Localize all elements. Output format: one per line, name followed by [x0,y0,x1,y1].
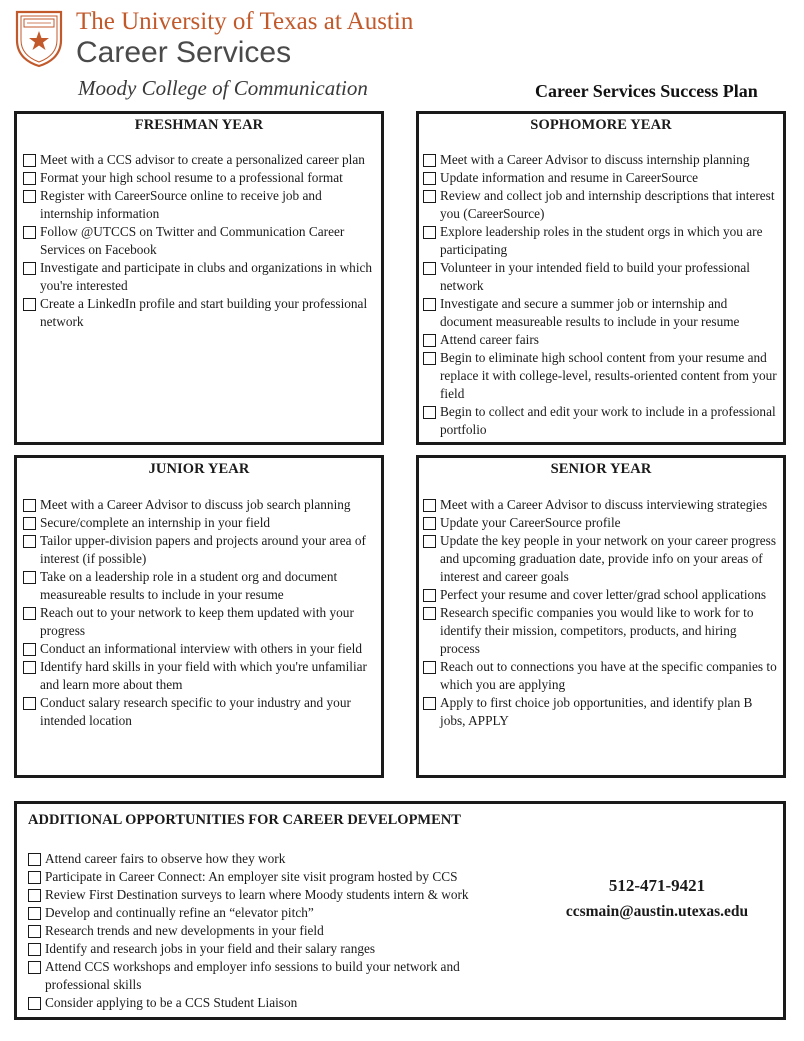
checkbox[interactable] [28,925,41,938]
checklist-item [423,514,779,532]
checklist-item [28,958,518,994]
checklist-item [23,151,373,169]
checkbox[interactable] [28,943,41,956]
checklist-item-text: Conduct an informational interview with others in your field [40,641,363,656]
checklist-item-text: Attend career fairs to observe how they work [45,851,286,866]
checklist-item [423,532,779,586]
checklist-item [423,295,779,331]
checklist-item-text: Tailor upper-division papers and projects around your area of interest (if possible) [40,533,366,566]
checklist-item-text: Meet with a Career Advisor to discuss job search planning [40,497,351,512]
checkbox[interactable] [423,298,436,311]
checkbox[interactable] [23,262,36,275]
checklist-item-text: Consider applying to be a CCS Student Liaison [45,995,298,1010]
checklist-item [23,187,373,223]
checklist-item [28,868,518,886]
sophomore-year-box [416,111,786,445]
checkbox[interactable] [23,517,36,530]
contact-info [537,876,777,921]
checkbox[interactable] [23,535,36,548]
checklist-item-text: Identify hard skills in your field with which you're unfamiliar and learn more about them [40,659,367,692]
checklist-item [423,331,779,349]
checklist-item [28,850,518,868]
checkbox[interactable] [423,607,436,620]
checklist-item [423,604,779,658]
checklist-item-text: Develop and continually refine an “elevator pitch” [45,905,314,920]
checklist-item-text: Follow @UTCCS on Twitter and Communication Career Services on Facebook [40,224,345,257]
checklist-item-text: Take on a leadership role in a student org and document measureable results to include in your resume [40,569,338,602]
checkbox[interactable] [423,697,436,710]
junior-year-title: JUNIOR YEAR [148,461,250,477]
checkbox[interactable] [28,853,41,866]
checklist-item-text: Identify and research jobs in your field and their salary ranges [45,941,376,956]
email-address[interactable]: ccsmain@austin.utexas.edu [565,903,749,920]
phone-number[interactable]: 512-471-9421 [608,876,706,895]
checklist-item [423,223,779,259]
checklist-item [23,532,375,568]
checklist-item-text: Secure/complete an internship in your field [40,515,271,530]
checklist-item [423,187,779,223]
checklist-item [28,922,518,940]
checklist-item-text: Investigate and secure a summer job or internship and document measureable results to include in your resume [440,296,740,329]
checkbox[interactable] [23,172,36,185]
checklist-item-text: Perfect your resume and cover letter/grad school applications [440,587,767,602]
checklist-item-text: Research specific companies you would like to work for to identify their mission, competitors, products, and hiring process [440,605,754,656]
checkbox[interactable] [423,262,436,275]
checklist-item [23,169,373,187]
freshman-year-title: FRESHMAN YEAR [134,117,264,133]
checkbox[interactable] [423,154,436,167]
checkbox[interactable] [28,871,41,884]
additional-opportunities-box [14,801,786,1020]
checklist-item-text: Begin to eliminate high school content from your resume and replace it with college-level, results-oriented content from your field [440,350,777,401]
checklist-item-text: Attend career fairs [440,332,539,347]
checklist-item-text: Update your CareerSource profile [440,515,621,530]
checklist-item [23,568,375,604]
checkbox[interactable] [23,643,36,656]
checkbox[interactable] [423,406,436,419]
checkbox[interactable] [423,334,436,347]
checklist-item-text: Conduct salary research specific to your industry and your intended location [40,695,351,728]
checkbox[interactable] [23,298,36,311]
department-name: Career Services [76,36,292,69]
freshman-checklist [23,151,373,331]
senior-checklist [423,496,779,730]
checklist-item-text: Apply to first choice job opportunities, and identify plan B jobs, APPLY [440,695,753,728]
checkbox[interactable] [23,697,36,710]
plan-title: Career Services Success Plan [535,81,758,101]
checklist-item-text: Meet with a CCS advisor to create a personalized career plan [40,152,365,167]
checklist-item-text: Review and collect job and internship descriptions that interest you (CareerSource) [440,188,775,221]
checklist-item [423,151,779,169]
checkbox[interactable] [423,589,436,602]
college-name: Moody College of Communication [78,76,368,100]
checklist-item-text: Reach out to your network to keep them updated with your progress [40,605,354,638]
freshman-year-box [14,111,384,445]
checkbox[interactable] [423,535,436,548]
checkbox[interactable] [23,226,36,239]
junior-year-box [14,455,384,778]
checklist-item [28,994,518,1012]
checkbox[interactable] [23,661,36,674]
checkbox[interactable] [423,352,436,365]
checklist-item [23,640,375,658]
checklist-item-text: Format your high school resume to a professional format [40,170,343,185]
checklist-item-text: Attend CCS workshops and employer info sessions to build your network and professional skills [45,959,460,992]
checklist-item [23,514,375,532]
checklist-item [423,496,779,514]
checklist-item-text: Research trends and new developments in your field [45,923,324,938]
checklist-item [423,349,779,403]
checkbox[interactable] [423,172,436,185]
junior-checklist [23,496,375,730]
checklist-item [23,295,373,331]
senior-year-title: SENIOR YEAR [550,461,652,477]
sophomore-year-title: SOPHOMORE YEAR [530,117,672,133]
checklist-item [423,586,779,604]
checklist-item-text: Begin to collect and edit your work to include in a professional portfolio [440,404,776,437]
checklist-item [423,403,779,439]
checklist-item [23,658,375,694]
checkbox[interactable] [28,907,41,920]
checklist-item-text: Update the key people in your network on your career progress and upcoming graduation date, provide info on your areas of interest and career goals [440,533,776,584]
checklist-item-text: Review First Destination surveys to learn where Moody students intern & work [45,887,469,902]
additional-opportunities-title: ADDITIONAL OPPORTUNITIES FOR CAREER DEVELOPMENT [28,812,461,828]
checkbox[interactable] [23,154,36,167]
checklist-item [423,169,779,187]
page-header [12,6,432,106]
checklist-item-text: Update information and resume in CareerSource [440,170,699,185]
checkbox[interactable] [23,190,36,203]
sophomore-checklist [423,151,779,439]
checklist-item-text: Explore leadership roles in the student orgs in which you are participating [440,224,763,257]
checklist-item [23,694,375,730]
senior-year-box [416,455,786,778]
checklist-item [28,904,518,922]
checklist-item-text: Volunteer in your intended field to build your professional network [440,260,750,293]
checklist-item-text: Meet with a Career Advisor to discuss interviewing strategies [440,497,768,512]
checkbox[interactable] [28,889,41,902]
checklist-item [23,496,375,514]
checklist-item [23,223,373,259]
checklist-item [23,604,375,640]
checklist-item [423,658,779,694]
checklist-item [28,886,518,904]
checkbox[interactable] [423,661,436,674]
checklist-item-text: Create a LinkedIn profile and start building your professional network [40,296,368,329]
additional-checklist [28,850,518,1012]
checkbox[interactable] [23,571,36,584]
checkbox[interactable] [423,226,436,239]
checkbox[interactable] [423,190,436,203]
checkbox[interactable] [28,961,41,974]
checklist-item [28,940,518,958]
checkbox[interactable] [423,499,436,512]
checkbox[interactable] [28,997,41,1010]
checklist-item-text: Investigate and participate in clubs and organizations in which you're interested [40,260,373,293]
checklist-item-text: Reach out to connections you have at the specific companies to which you are applying [440,659,777,692]
checklist-item-text: Register with CareerSource online to receive job and internship information [40,188,322,221]
checklist-item [423,694,779,730]
ut-seal-icon [15,10,63,68]
checklist-item [423,259,779,295]
checklist-item-text: Participate in Career Connect: An employer site visit program hosted by CCS [45,869,458,884]
university-name: The University of Texas at Austin [76,8,414,35]
checkbox[interactable] [23,607,36,620]
checklist-item-text: Meet with a Career Advisor to discuss internship planning [440,152,750,167]
checklist-item [23,259,373,295]
checkbox[interactable] [423,517,436,530]
checkbox[interactable] [23,499,36,512]
